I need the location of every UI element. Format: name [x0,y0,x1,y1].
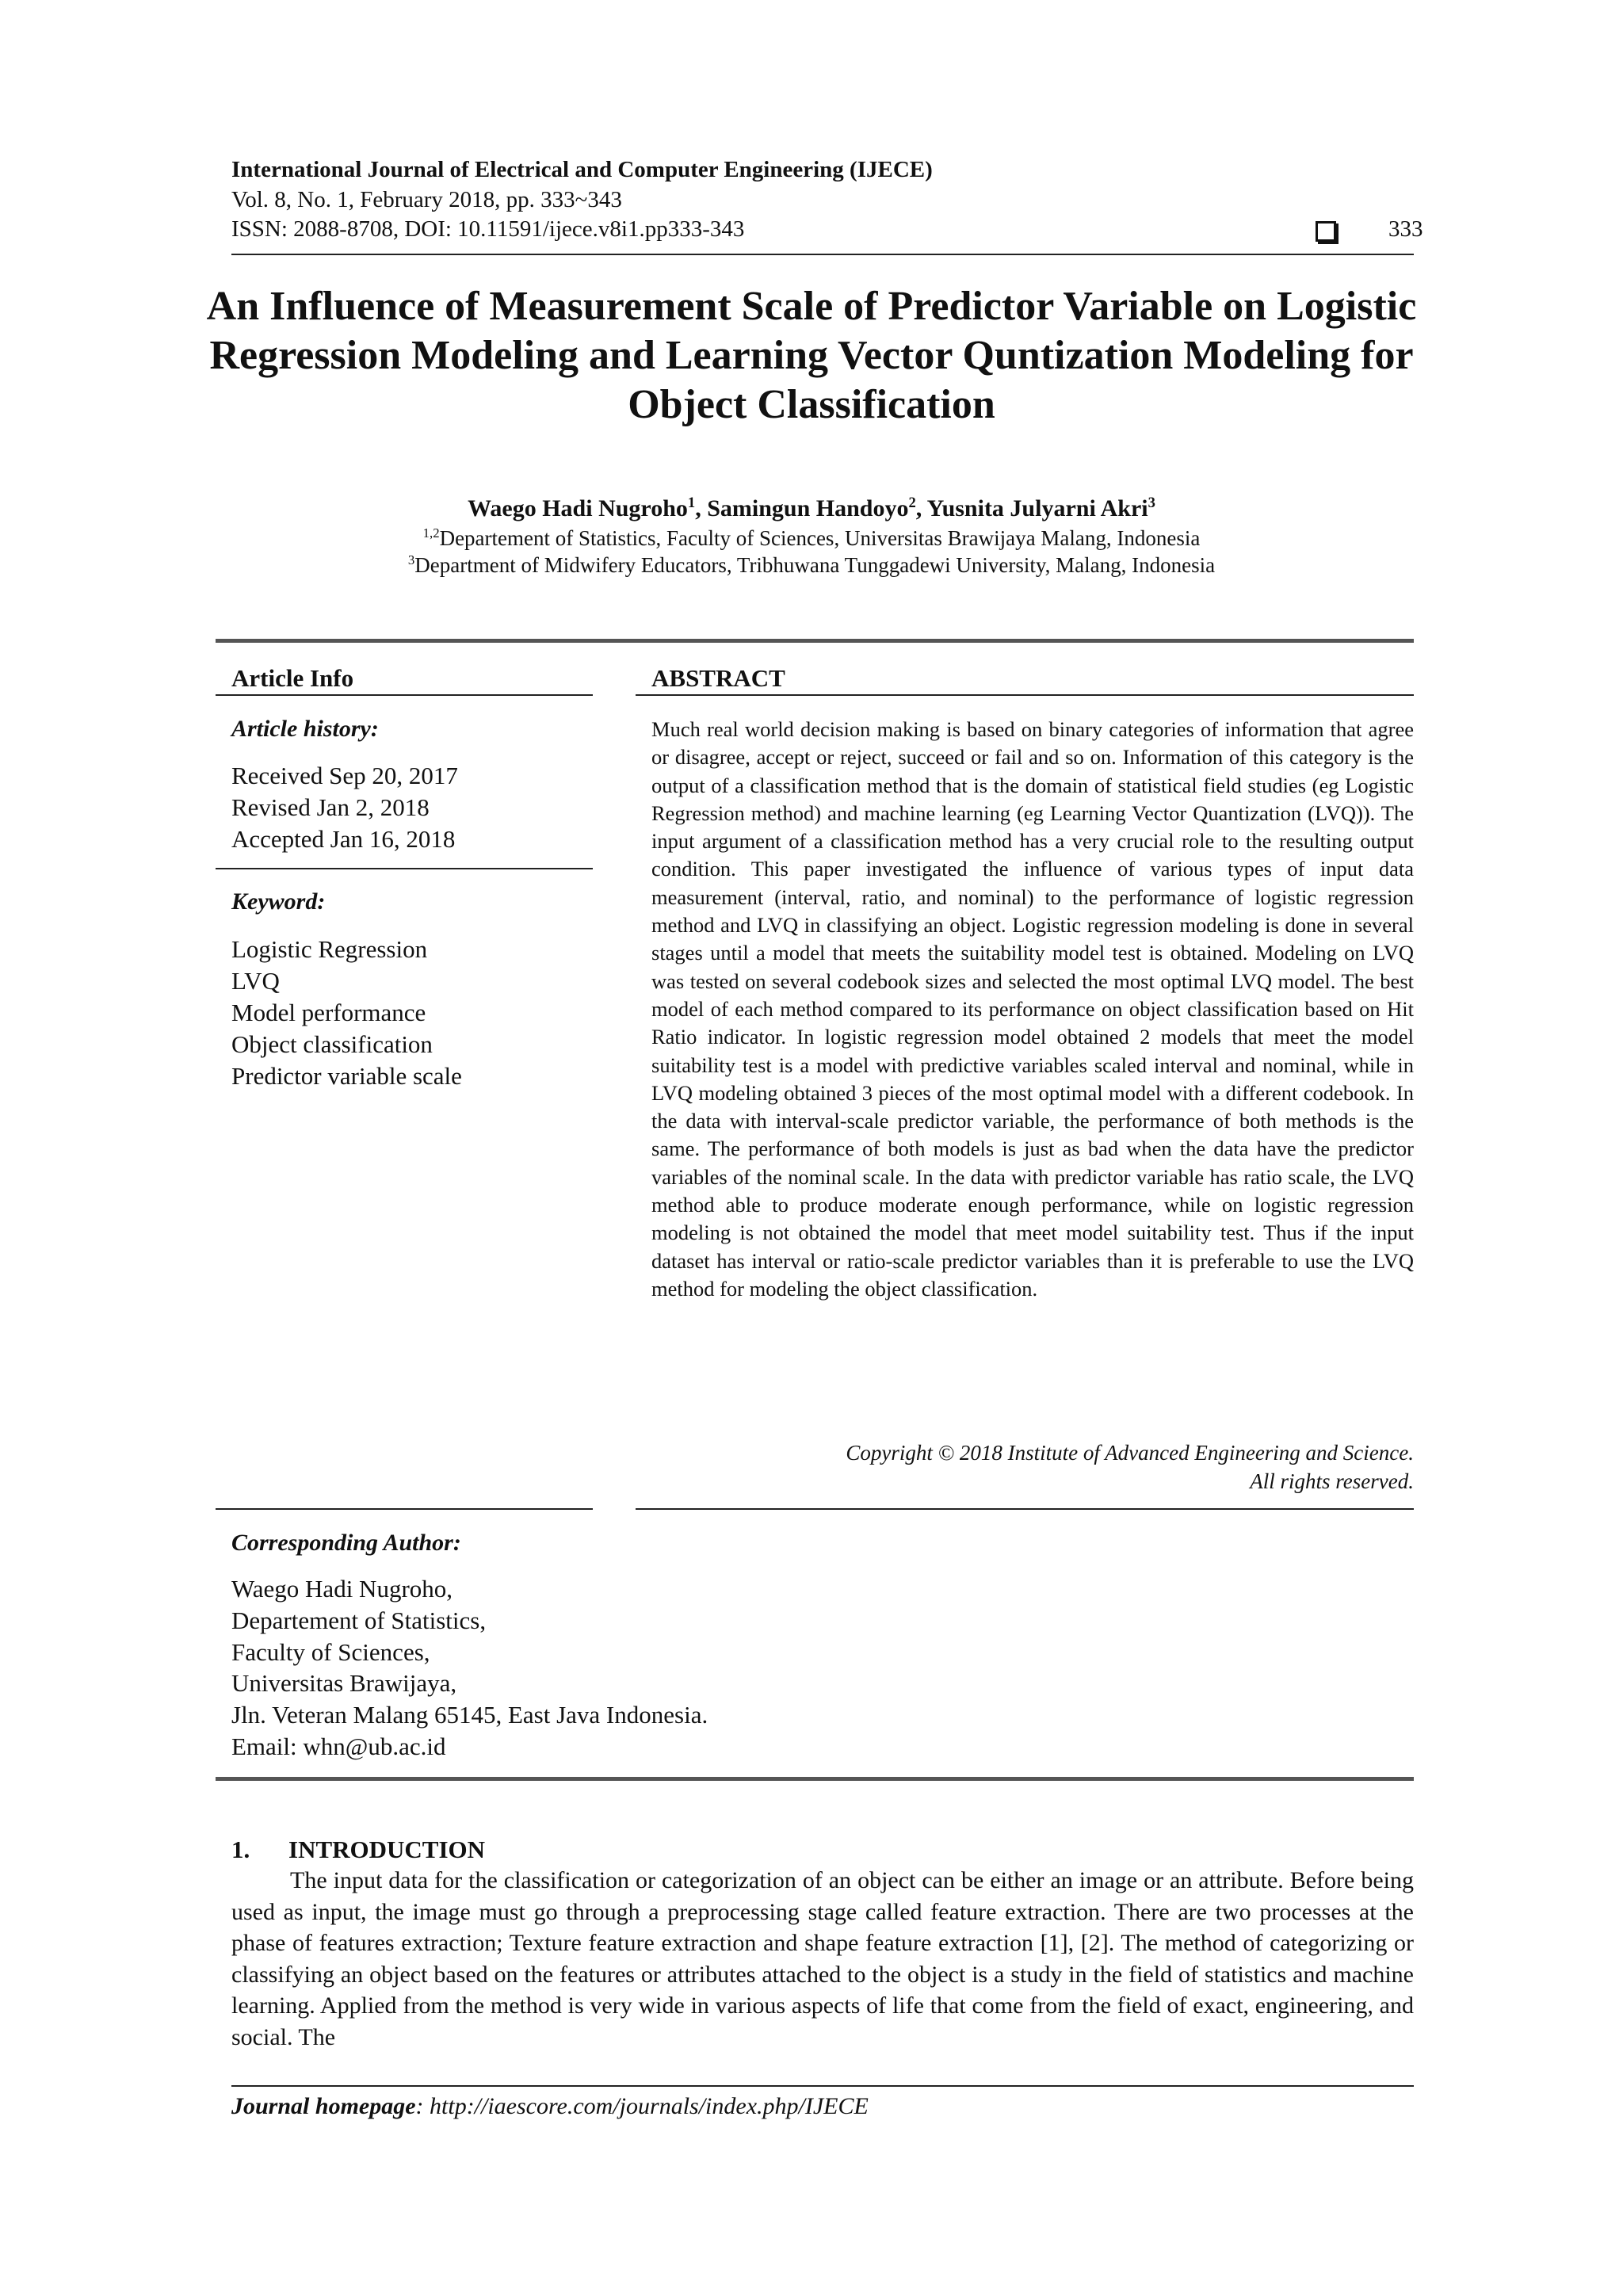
revised-date: Revised Jan 2, 2018 [231,793,430,821]
corresponding-line: Jln. Veteran Malang 65145, East Java Indonesia. [231,1701,708,1729]
copyright-line-2: All rights reserved. [1250,1469,1414,1493]
corresponding-line: Universitas Brawijaya, [231,1669,457,1697]
copyright-line-1: Copyright © 2018 Institute of Advanced Engineering and Science. [846,1441,1414,1465]
keyword-item: Logistic Regression [231,935,428,963]
right-bottom-rule [636,1508,1414,1510]
affiliation-1: $^{1,2}$Departement of Statistics, Faculty of Sciences, Universitas Brawijaya Malang, Indonesia [422,525,1201,550]
left-bottom-rule [216,1508,593,1510]
volume-info: Vol. 8, No. 1, February 2018, pp. 333~343 [231,187,622,212]
email-line: Email: whn@ub.ac.id [231,1733,446,1760]
abstract-text: Much real world decision making is based on binary categories of information that agree or disagree, accept or reject, succeed or fail and so on. Information of this category is the output of a classification method that is the domain of statistical field studies (eg Logistic Regression method) and machine learning (eg Learning Vector Quantization (LVQ)). The input argument of a classification method has a very crucial role to the resulting output condition. This paper investigated the influence of various types of input data measurement (interval, ratio, and nominal) to the performance of logistic regression method and LVQ in classifying an object. Logistic regression modeling is done in several stages until a model that meets the suitability model test is obtained. Modeling on LVQ was tested on several codebook sizes and selected the most optimal LVQ model. The best model of each method compared to its performance on object classification based on Hit Ratio indicator. In logistic regression model obtained 2 models that meet the model suitability test is a model with predictive variables scaled interval and nominal, while in LVQ modeling obtained 3 pieces of the most optimal model with a different codebook. In the data with interval-scale predictor variable, the performance of both methods is the same. The performance of both models is just as bad when the data have the predictor variables of the nominal scale. In the data with predictor variable has ratio scale, the LVQ method able to produce moderate enough performance, while on logistic regression modeling is not obtained the model that meet model suitability test. Thus if the input dataset has interval or ratio-scale predictor variables than it is preferable to use the LVQ method for modeling the object classification. [651,717,1414,1301]
author-line: Waego Hadi Nugroho$^1$, Samingun Handoyo$^2$, Yusnita Julyarni Akri$^3$ [468,495,1155,521]
author-name: Yusnita Julyarni Akri [926,495,1148,521]
abstract-heading: ABSTRACT [651,664,785,692]
footer-rule [231,2085,1414,2087]
corresponding-heading: Corresponding Author: [231,1530,461,1556]
keyword-item: Object classification [231,1030,433,1058]
article-info-rule [216,694,593,696]
article-history-heading: Article history: [231,716,379,742]
page-number: 333 [1388,216,1423,242]
box-bottom-rule [216,1777,1414,1781]
keyword-heading: Keyword: [231,888,326,915]
issn-doi: ISSN: 2088-8708, DOI: 10.11591/ijece.v8i1.pp333-343 [231,216,745,242]
header-rule [231,254,1414,255]
journal-name: International Journal of Electrical and Computer Engineering (IJECE) [231,157,933,182]
intro-text: The input data for the classification or categorization of an object can be either an image or an attribute. Before being used as input, the image must go through a preprocessing stage called feature extraction. There are two processes at the phase of features extraction; Texture feature extraction and shape feature extraction [1], [2]. The method of categorizing or classifying an object based on the features or attributes attached to the object is a study in the field of statistics and machine learning. Applied from the method is very wide in various aspects of life that come from the field of exact, engineering, and social. The [231,1867,1414,2050]
box-top-rule [216,639,1414,643]
accepted-date: Accepted Jan 16, 2018 [231,825,456,853]
article-info-heading: Article Info [231,664,354,692]
paper-title: An Influence of Measurement Scale of Predictor Variable on Logistic Regression Modeling and Learning Vector Quntization Modeling for Object Classification [206,284,1417,427]
history-rule [216,868,593,869]
keyword-item: LVQ [231,967,280,995]
intro-number: 1. [231,1836,250,1863]
author-sup: 1 [687,495,696,511]
author-sup: 3 [1148,495,1155,511]
homepage-url[interactable]: : http://iaescore.com/journals/index.php/IJECE [415,2093,869,2119]
square-box-icon [1316,221,1336,242]
corresponding-line: Waego Hadi Nugroho, [231,1575,453,1603]
abstract-rule [636,694,1414,696]
received-date: Received Sep 20, 2017 [231,762,458,789]
corresponding-line: Faculty of Sciences, [231,1638,430,1666]
keyword-item: Predictor variable scale [231,1062,462,1090]
journal-homepage [231,2092,869,2121]
affiliation-2: $^3$Department of Midwifery Educators, Tribhuwana Tunggadewi University, Malang, Indonesia [407,552,1216,577]
intro-heading: INTRODUCTION [288,1836,486,1863]
author-name: Waego Hadi Nugroho [468,495,688,521]
corresponding-line: Departement of Statistics, [231,1606,487,1634]
keyword-item: Model performance [231,999,426,1026]
author-name: Samingun Handoyo [707,495,909,521]
homepage-label: Journal homepage [231,2093,416,2119]
author-sup: 2 [908,495,916,511]
